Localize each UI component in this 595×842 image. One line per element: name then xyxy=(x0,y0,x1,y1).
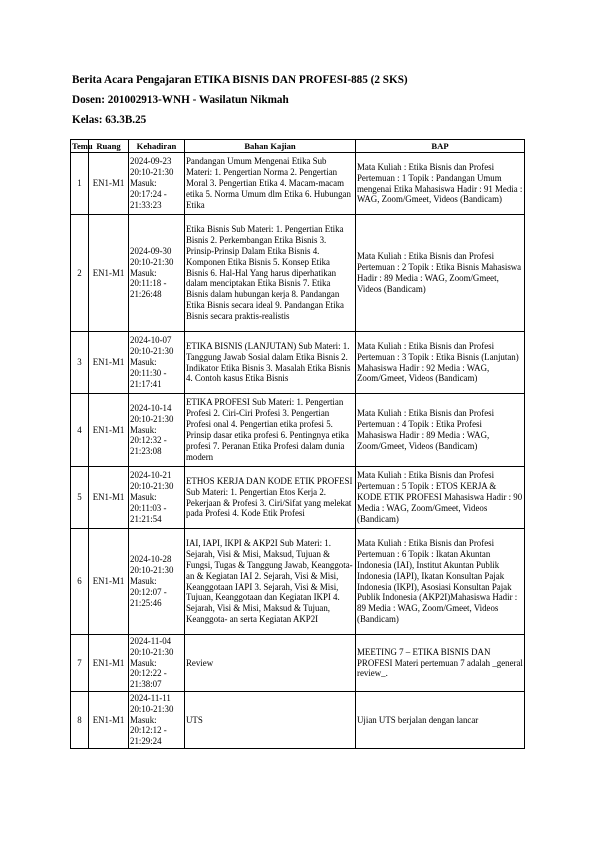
meeting-number: 3 xyxy=(71,332,89,394)
room-cell: EN1-M1 xyxy=(89,529,129,635)
document-header xyxy=(72,70,408,130)
topic-cell: UTS xyxy=(185,692,356,749)
document-title: Berita Acara Pengajaran ETIKA BISNIS DAN PROFESI-885 (2 SKS) xyxy=(72,74,408,86)
lecturer-line: Dosen: 201002913-WNH - Wasilatun Nikmah xyxy=(72,94,289,106)
column-header-topic: Bahan Kajian xyxy=(185,140,356,153)
topic-cell: Review xyxy=(185,635,356,692)
bap-cell: MEETING 7 – ETIKA BISNIS DAN PROFESI Materi pertemuan 7 adalah _general review_. xyxy=(356,635,525,692)
class-line: Kelas: 63.3B.25 xyxy=(72,114,147,126)
attendance-cell: 2024-10-14 20:10-21:30 Masuk: 20:12:32 - 21:23:08 xyxy=(129,394,185,467)
meeting-number: 5 xyxy=(71,467,89,529)
table-row xyxy=(71,529,525,635)
room-cell: EN1-M1 xyxy=(89,692,129,749)
room-cell: EN1-M1 xyxy=(89,635,129,692)
topic-cell: ETIKA BISNIS (LANJUTAN) Sub Materi: 1. Tanggung Jawab Sosial dalam Etika Bisnis 2. Indikator Etika Bisnis 3. Masalah Etika Bisnis 4. Contoh kasus Etika Bisnis xyxy=(185,332,356,394)
meeting-number: 4 xyxy=(71,394,89,467)
meeting-number: 1 xyxy=(71,153,89,215)
table-row xyxy=(71,692,525,749)
bap-cell: Mata Kuliah : Etika Bisnis dan Profesi Pertemuan : 3 Topik : Etika Bisnis (Lanjutan) Mahasiswa Hadir : 92 Media : WAG, Zoom/Gmeet, Videos (Bandicam) xyxy=(356,332,525,394)
table-row xyxy=(71,153,525,215)
topic-cell: Etika Bisnis Sub Materi: 1. Pengertian Etika Bisnis 2. Perkembangan Etika Bisnis 3. Prinsip-Prinsip Dalam Etika Bisnis 4. Komponen Etika Bisnis 5. Konsep Etika Bisnis 6. Hal-Hal Yang harus diperhatikan dalam menciptakan Etika Bisnis 7. Etika Bisnis dalam hubungan kerja 8. Pandangan Etika Bisnis secara ideal 9. Pandangan Etika Bisnis secara praktis-realistis xyxy=(185,215,356,332)
column-header-room: Ruang xyxy=(89,140,129,153)
meeting-number: 2 xyxy=(71,215,89,332)
bap-cell: Mata Kuliah : Etika Bisnis dan Profesi Pertemuan : 5 Topik : ETOS KERJA & KODE ETIK PROFESI Mahasiswa Hadir : 90 Media : WAG, Zoom/Gmeet, Videos (Bandicam) xyxy=(356,467,525,529)
teaching-report-table xyxy=(70,139,525,749)
attendance-cell: 2024-09-23 20:10-21:30 Masuk: 20:17:24 - 21:33:23 xyxy=(129,153,185,215)
table-row xyxy=(71,394,525,467)
table-header-row xyxy=(71,140,525,153)
table-row xyxy=(71,467,525,529)
meeting-number: 7 xyxy=(71,635,89,692)
column-header-bap: BAP xyxy=(356,140,525,153)
bap-cell: Mata Kuliah : Etika Bisnis dan Profesi Pertemuan : 4 Topik : Etika Profesi Mahasiswa Hadir : 89 Media : WAG, Zoom/Gmeet, Videos (Bandicam) xyxy=(356,394,525,467)
attendance-cell: 2024-10-28 20:10-21:30 Masuk: 20:12:07 - 21:25:46 xyxy=(129,529,185,635)
table-row xyxy=(71,635,525,692)
room-cell: EN1-M1 xyxy=(89,153,129,215)
topic-cell: ETHOS KERJA DAN KODE ETIK PROFESI Sub Materi: 1. Pengertian Etos Kerja 2. Pekerjaan & Profesi 3. Ciri/Sifat yang melekat pada Profesi 4. Kode Etik Profesi xyxy=(185,467,356,529)
bap-cell: Ujian UTS berjalan dengan lancar xyxy=(356,692,525,749)
room-cell: EN1-M1 xyxy=(89,332,129,394)
topic-cell: IAI, IAPI, IKPI & AKP2I Sub Materi: 1. Sejarah, Visi & Misi, Maksud, Tujuan & Fungsi, Tugas & Tanggung Jawab, Keanggota- an & Kegiatan IAI 2. Sejarah, Visi & Misi, Keanggotaan IAPI 3. Sejarah, Visi & Misi, Tujuan, Keanggotaan dan Kegiatan IKPI 4. Sejarah, Visi & Misi, Maksud & Tujuan, Keanggota- an serta Kegiatan AKP2I xyxy=(185,529,356,635)
attendance-cell: 2024-11-11 20:10-21:30 Masuk: 20:12:12 - 21:29:24 xyxy=(129,692,185,749)
room-cell: EN1-M1 xyxy=(89,467,129,529)
column-header-meeting: Temu xyxy=(72,140,93,151)
room-cell: EN1-M1 xyxy=(89,394,129,467)
meeting-number: 8 xyxy=(71,692,89,749)
table-row xyxy=(71,215,525,332)
bap-cell: Mata Kuliah : Etika Bisnis dan Profesi Pertemuan : 2 Topik : Etika Bisnis Mahasiswa Hadir : 89 Media : WAG, Zoom/Gmeet, Videos (Bandicam) xyxy=(356,215,525,332)
bap-cell: Mata Kuliah : Etika Bisnis dan Profesi Pertemuan : 6 Topik : Ikatan Akuntan Indonesia (IAI), Institut Akuntan Publik Indonesia (IAPI), Ikatan Konsultan Pajak Indonesia (IKPI), Asosiasi Konsultan Pajak Publik Indonesia (AKP2I)Mahasiswa Hadir : 89 Media : WAG, Zoom/Gmeet, Videos (Bandicam) xyxy=(356,529,525,635)
column-header-attendance: Kehadiran xyxy=(129,140,185,153)
attendance-cell: 2024-10-21 20:10-21:30 Masuk: 20:11:03 - 21:21:54 xyxy=(129,467,185,529)
attendance-cell: 2024-10-07 20:10-21:30 Masuk: 20:11:30 - 21:17:41 xyxy=(129,332,185,394)
topic-cell: ETIKA PROFESI Sub Materi: 1. Pengertian Profesi 2. Ciri-Ciri Profesi 3. Pengertian Profesi onal 4. Pengertian etika profesi 5. Prinsip dasar etika profesi 6. Pentingnya etika profesi 7. Peranan Etika Profesi dalam dunia modern xyxy=(185,394,356,467)
table-row xyxy=(71,332,525,394)
meeting-number: 6 xyxy=(71,529,89,635)
room-cell: EN1-M1 xyxy=(89,215,129,332)
bap-cell: Mata Kuliah : Etika Bisnis dan Profesi Pertemuan : 1 Topik : Pandangan Umum mengenai Etika Mahasiswa Hadir : 91 Media : WAG, Zoom/Gmeet, Videos (Bandicam) xyxy=(356,153,525,215)
topic-cell: Pandangan Umum Mengenai Etika Sub Materi: 1. Pengertian Norma 2. Pengertian Moral 3. Pengertian Etika 4. Macam-macam etika 5. Norma Umum dlm Etika 6. Hubungan Etika xyxy=(185,153,356,215)
attendance-cell: 2024-11-04 20:10-21:30 Masuk: 20:12:22 - 21:38:07 xyxy=(129,635,185,692)
attendance-cell: 2024-09-30 20:10-21:30 Masuk: 20:11:18 - 21:26:48 xyxy=(129,215,185,332)
